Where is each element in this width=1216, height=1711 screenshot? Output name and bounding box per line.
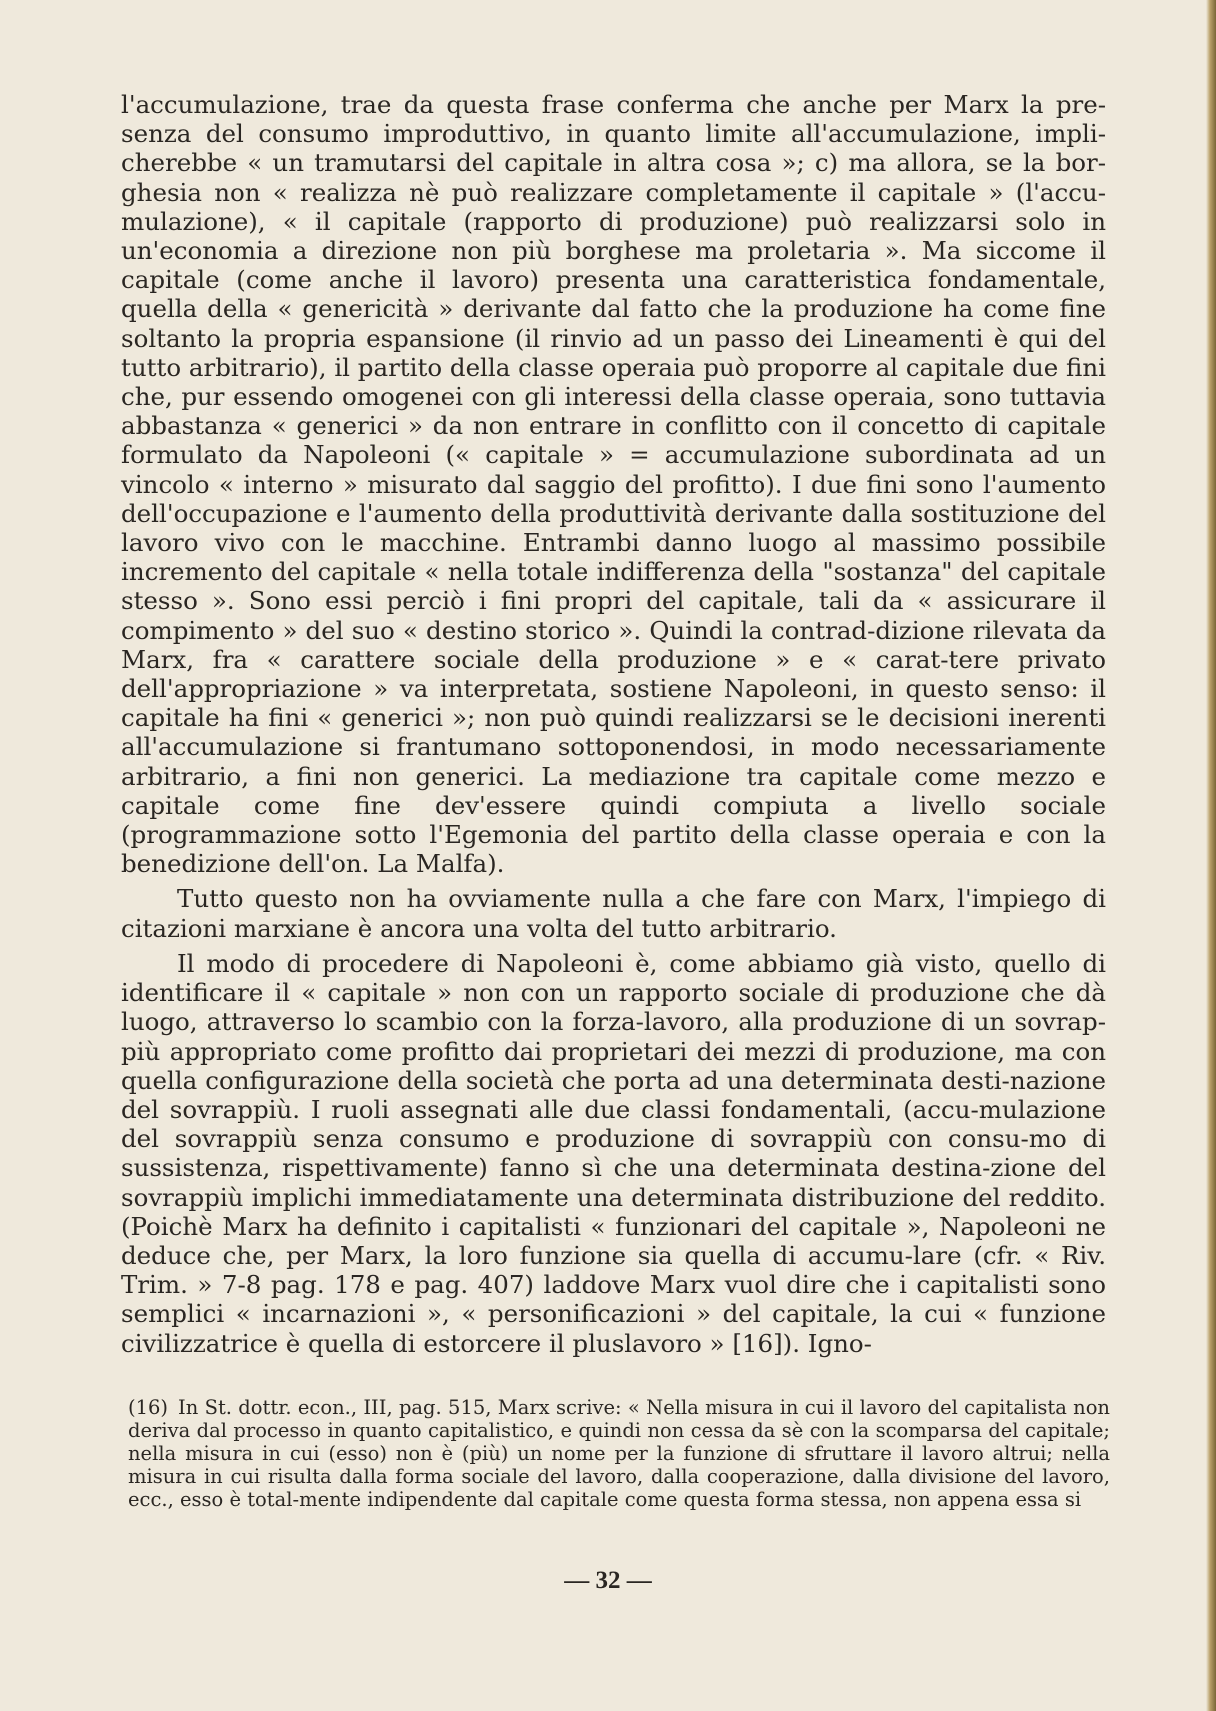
body-text xyxy=(121,90,1106,1358)
paragraph-3: Il modo di procedere di Napoleoni è, come abbiamo già visto, quello di identificare il « capitale » non con un rapporto sociale di produzione che dà luogo, attraverso lo scambio con la forza-lavoro, alla produzione di un sovrap-più appropriato come profitto dai proprietari dei mezzi di produzione, ma con quella configurazione della società che porta ad una determinata desti-nazione del sovrappiù. I ruoli assegnati alle due classi fondamentali, (accu-mulazione del sovrappiù senza consumo e produzione di sovrappiù con consu-mo di sussistenza, rispettivamente) fanno sì che una determinata destina-zione del sovrappiù implichi immediatamente una determinata distribuzione del reddito. (Poichè Marx ha definito i capitalisti « funzionari del capitale », Napoleoni ne deduce che, per Marx, la loro funzione sia quella di accumu-lare (cfr. « Riv. Trim. » 7-8 pag. 178 e pag. 407) laddove Marx vuol dire che i capitalisti sono semplici « incarnazioni », « personificazioni » del capitale, la cui « funzione civilizzatrice è quella di estorcere il pluslavoro » [16]). Igno- xyxy=(121,948,1106,1358)
footnote-text: In St. dottr. econ., III, pag. 515, Marx scrive: « Nella misura in cui il lavoro del capitalista non deriva dal processo in quanto capitalistico, e quindi non cessa da sè con la scomparsa del capitale; nella misura in cui (esso) non è (più) un nome per la funzione di sfruttare il lavoro altrui; nella misura in cui risulta dalla forma sociale del lavoro, dalla cooperazione, dalla divisione del lavoro, ecc., esso è total-mente indipendente dal capitale come questa forma stessa, non appena essa si xyxy=(128,1396,1110,1511)
binding-edge xyxy=(1206,0,1216,1711)
page-number: — 32 — xyxy=(564,1567,652,1594)
paragraph-1: l'accumulazione, trae da questa frase conferma che anche per Marx la pre-senza del consumo improduttivo, in quanto limite all'accumulazione, impli-cherebbe « un tramutarsi del capitale in altra cosa »; c) ma allora, se la bor-ghesia non « realizza nè può realizzare completamente il capitale » (l'accu-mulazione), « il capitale (rapporto di produzione) può realizzarsi solo in un'economia a direzione non più borghese ma proletaria ». Ma siccome il capitale (come anche il lavoro) presenta una caratteristica fondamentale, quella della « genericità » derivante dal fatto che la produzione ha come fine soltanto la propria espansione (il rinvio ad un passo dei Lineamenti è qui del tutto arbitrario), il partito della classe operaia può proporre al capitale due fini che, pur essendo omogenei con gli interessi della classe operaia, sono tuttavia abbastanza « generici » da non entrare in conflitto con il concetto di capitale formulato da Napoleoni (« capitale » = accumulazione subordinata ad un vincolo « interno » misurato dal saggio del profitto). I due fini sono l'aumento dell'occupazione e l'aumento della produttività derivante dalla sostituzione del lavoro vivo con le macchine. Entrambi danno luogo al massimo possibile incremento del capitale « nella totale indifferenza della "sostanza" del capitale stesso ». Sono essi perciò i fini propri del capitale, tali da « assicurare il compimento » del suo « destino storico ». Quindi la contrad-dizione rilevata da Marx, fra « carattere sociale della produzione » e « carat-tere privato dell'appropriazione » va interpretata, sostiene Napoleoni, in questo senso: il capitale ha fini « generici »; non può quindi realizzarsi se le decisioni inerenti all'accumulazione si frantumano sottoponendosi, in modo necessariamente arbitrario, a fini non generici. La mediazione tra capitale come mezzo e capitale come fine dev'essere quindi compiuta a livello sociale (programmazione sotto l'Egemonia del partito della classe operaia e con la benedizione dell'on. La Malfa). xyxy=(121,90,1106,879)
footnote-marker: (16) xyxy=(128,1396,169,1419)
footnote xyxy=(128,1396,1110,1511)
paragraph-2: Tutto questo non ha ovviamente nulla a che fare con Marx, l'impiego di citazioni marxiane è ancora una volta del tutto arbitrario. xyxy=(121,884,1106,943)
